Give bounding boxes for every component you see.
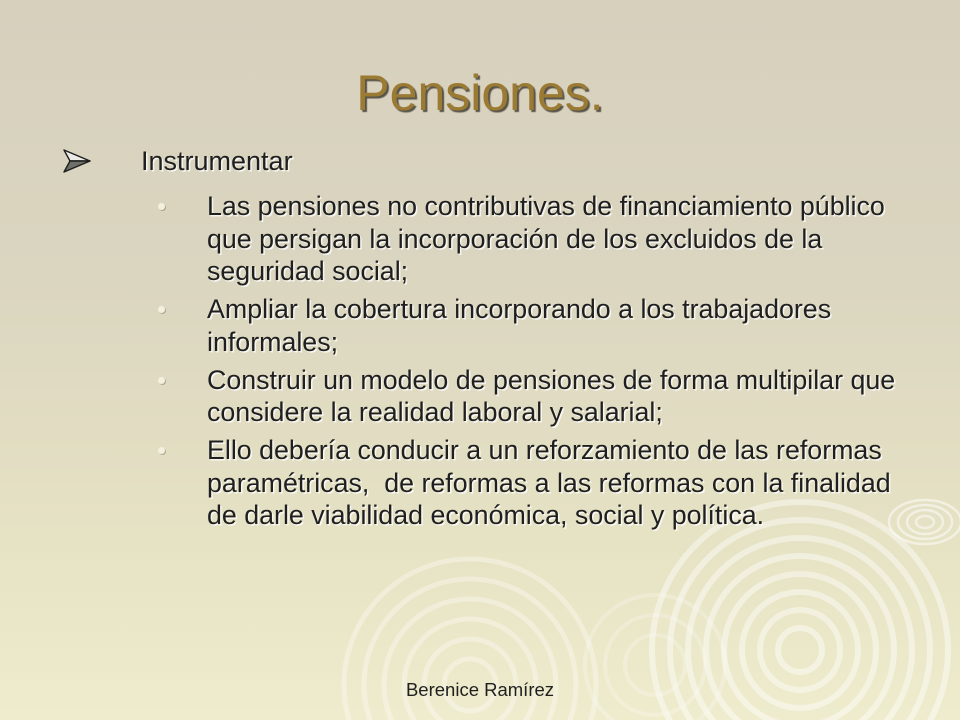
bullet-text-line: Ello debería conducir a un reforzamiento de las reformas — [207, 435, 882, 465]
dot-bullet-icon — [158, 306, 165, 313]
bullet-text-line: Las pensiones no contributivas de financiamiento público — [207, 191, 885, 221]
bullet-text-line: de darle viabilidad económica, social y política. — [207, 500, 765, 530]
list-item — [0, 364, 960, 429]
dot-bullet-icon — [158, 447, 165, 454]
bullet-text-line: Construir un modelo de pensiones de forma multipilar que — [207, 364, 896, 395]
dot-bullet-icon — [158, 377, 165, 384]
list-item — [0, 190, 960, 288]
bullet-text-line: paramétricas, de reformas a las reformas con la finalidad — [207, 467, 891, 498]
bullet-text-line: que persigan la incorporación de los excluidos de la — [207, 223, 823, 254]
slide-footer-author: Berenice Ramírez — [405, 679, 555, 700]
slide-title: Pensiones. — [356, 65, 604, 121]
arrow-bullet-icon — [62, 148, 92, 174]
bullet-list — [0, 190, 960, 537]
bullet-text-line: informales; — [207, 326, 339, 357]
dot-bullet-icon — [158, 203, 165, 210]
bullet-text-line: Ampliar la cobertura incorporando a los trabajadores — [207, 294, 832, 324]
list-item — [0, 293, 960, 358]
list-item — [0, 434, 960, 532]
section-heading: Instrumentar — [141, 146, 293, 176]
bullet-text-line: seguridad social; — [207, 256, 409, 286]
bullet-text-line: considere la realidad laboral y salarial; — [207, 397, 663, 427]
